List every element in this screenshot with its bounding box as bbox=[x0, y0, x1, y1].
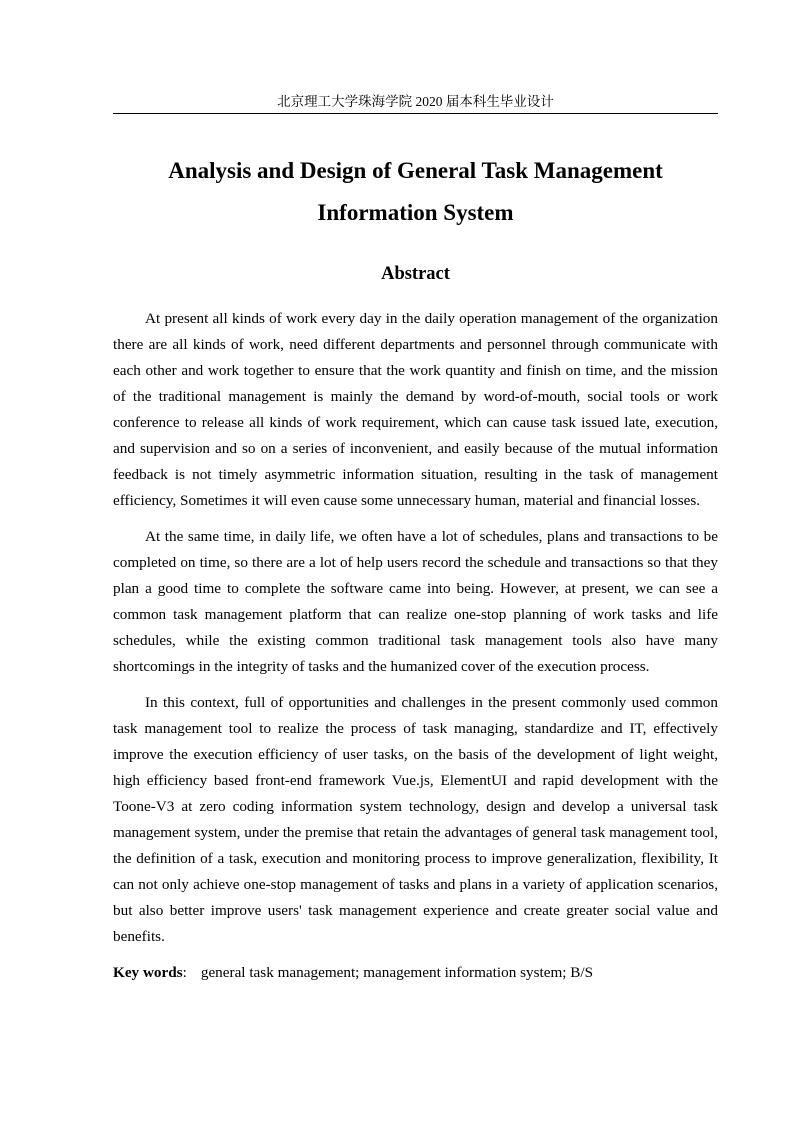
keywords-value: general task management; management information system; B/S bbox=[200, 964, 594, 981]
abstract-paragraph-3: In this context, full of opportunities and challenges in the present commonly used common task management tool to realize the process of task managing, standardize and IT, effectively improve the execution efficiency of user tasks, on the basis of the development of light weight, high efficiency based front-end framework Vue.js, ElementUI and rapid development with the Toone-V3 at zero coding information system technology, design and develop a universal task management system, under the premise that retain the advantages of general task management tool, the definition of a task, execution and monitoring process to improve generalization, flexibility, It can not only achieve one-stop management of tasks and plans in a variety of application scenarios, but also better improve users' task management experience and create greater social value and benefits. bbox=[113, 694, 718, 945]
running-header: 北京理工大学珠海学院 2020 届本科生毕业设计 bbox=[113, 93, 718, 114]
keywords-label: Key words bbox=[113, 964, 183, 981]
abstract-paragraph-1: At present all kinds of work every day in the daily operation management of the organization there are all kinds of work, need different departments and personnel through communicate with each other and work together to ensure that the work quantity and finish on time, and the mission of the traditional management is mainly the demand by word-of-mouth, social tools or work conference to release all kinds of work requirement, which can cause task issued late, execution, and supervision and so on a series of inconvenient, and easily because of the mutual information feedback is not timely asymmetric information situation, resulting in the task of management efficiency, Sometimes it will even cause some unnecessary human, material and financial losses. bbox=[113, 310, 718, 509]
paper-title-line-1: Analysis and Design of General Task Management bbox=[168, 158, 663, 183]
paper-title-line-2: Information System bbox=[317, 200, 514, 225]
keywords-line bbox=[113, 960, 718, 986]
abstract-body bbox=[113, 306, 718, 986]
abstract-heading: Abstract bbox=[381, 264, 450, 284]
keywords-colon: : bbox=[182, 964, 187, 981]
abstract-paragraph-2: At the same time, in daily life, we often have a lot of schedules, plans and transactions to be completed on time, so there are a lot of help users record the schedule and transactions so that they plan a good time to complete the software came into being. However, at present, we can see a common task management platform that can realize one-stop planning of work tasks and life schedules, while the existing common traditional task management tools also have many shortcomings in the integrity of tasks and the humanized cover of the execution process. bbox=[113, 528, 718, 675]
paper-title bbox=[113, 150, 718, 234]
